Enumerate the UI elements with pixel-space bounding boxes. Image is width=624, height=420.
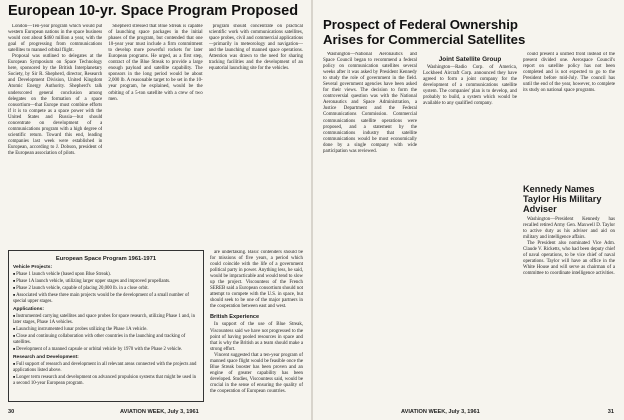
left-footer-issue: AVIATION WEEK, July 3, 1961 — [120, 409, 199, 415]
taylor-panel-body-2: The President also nominated Vice Adm. Claude V. Ricketts, who had been deputy chief of naval operations, to be vice chief of naval operations. Taylor will have an office in the White House and will serve as chairman of a committee to coordinate intelligence activities. — [523, 241, 615, 277]
taylor-panel — [523, 184, 615, 402]
left-col4b-text: In support of the use of Blue Streak, Viscountess said we have not progressed to the point of having pooled resources in space and that is why the British as a team should make a strong effort. — [210, 322, 303, 352]
left-column-1 — [8, 24, 102, 252]
box-applications-label: Applications: — [13, 307, 44, 312]
left-column-2 — [108, 24, 202, 252]
box-research-list — [13, 361, 199, 387]
box-applications-list — [13, 313, 199, 353]
right-page-number: 31 — [607, 409, 614, 415]
left-top-columns — [8, 24, 303, 252]
program-summary-box — [8, 250, 204, 402]
left-col4-subhead: British Experience — [210, 314, 260, 321]
box-research-item: ■ Full support of research and development in all relevant areas connected with the projects and applications listed above. — [13, 361, 199, 374]
box-research-label: Research and Development: — [13, 355, 79, 360]
left-page-number: 30 — [8, 409, 15, 415]
right-column-3 — [423, 52, 517, 402]
right-footer-issue: AVIATION WEEK, July 3, 1961 — [401, 409, 480, 415]
right-column-2 — [523, 52, 615, 180]
left-page — [0, 0, 311, 420]
box-application-item: ■ Close and continuing collaboration with other countries in the launching and tracking of satellites. — [13, 333, 199, 346]
taylor-panel-title: Kennedy Names Taylor His Military Adviser — [523, 184, 602, 214]
left-col3-text: program should concentrate on practical scientific work with communications satellites, space probes, civil and commercial applications—primarily in meteorology and navigation—and the launching of manned space operations. Attention was drawn to the need for sharing tracking facilities and the development of an equatorial launching site for the vehicles. — [208, 24, 303, 72]
left-col1-lead: London—Ten-year program which would put western European nations in the space business would cost about $460 million a year, with the goal of progressing from communications satellites to manned orbital flight. — [8, 24, 103, 54]
left-column-4 — [210, 250, 303, 402]
right-headline-line2: Arises for Commercial Satellites — [323, 32, 526, 47]
left-column-3 — [209, 24, 303, 252]
taylor-panel-body: Washington—President Kennedy has recalled retired Army Gen. Maxwell D. Taylor to active duty as his adviser and aid on military and intelligence affairs. — [523, 217, 615, 241]
box-vehicle-item: ■ Phase 1A launch vehicle, utilizing larger upper stages and improved propellants. — [13, 278, 199, 285]
left-headline: European 10-yr. Space Program Proposed — [8, 3, 299, 19]
left-col2-text: Shepherd stressed that Blue Streak is capable of launching space packages in the initial phases of the program, but contended that one 10-year year must include a firm commitment to develop more powerful rockets for later European programs. He urged, as a first step, contract of the Blue Streak to provide a large enough payload and satellite capability. The sponsors in the long period would be about 2,000 lb. A reasonable target to be set in the 10-year program, he explained, would be the orbiting of a 5-ton satellite with a crew of two men. — [108, 24, 203, 102]
right-col1-text: Washington—National Aeronautics and Space Council began to recommend a federal policy on communication satellites several weeks after it was asked by President Kennedy to study the role of government in the field. Several government agencies have been asked for their views. The decision to form the controversial question was with the National Aeronautics and Space Administration, a Justice Department and the Federal Communications Commission. Commercial communications satellite operations were proposed, and a statement by the communications industry that satellite communications would be most economically done by a single company with wide participation was reviewed. — [323, 52, 417, 154]
box-title: European Space Program 1961-1971 — [55, 256, 157, 262]
box-application-item: ■ Instrumented carrying satellites and space probes for space research, utilizing Phase 1 and, in later stages, Phase 1A vehicles. — [13, 313, 199, 326]
box-vehicle-item: ■ Phase 1 launch vehicle (based upon Blue Streak). — [13, 271, 199, 278]
right-col3-text: Washington—Radio Corp. of America, Lockheed Aircraft Corp. announced they have agreed to form a joint company for the development of a communications satellite system. The companies' plan is to develop, and probably to build, a system which would be available to any qualified company. — [423, 65, 517, 107]
box-application-item: ■ Development of a manned capsule or orbital vehicle by 1970 with the Phase 2 vehicle. — [13, 346, 199, 353]
left-col1-text: Proposal was outlined to delegates at the European Symposium on Space Technology here, sponsored by the British Interplanetary Society, by Sir R. Shepherd, director, Research and Development Division, United Kingdom Atomic Energy Authority. Shepherd's talk underscored general conclusion among delegates on the formation of a space consortium—that Europe must combine efforts if it is to compete as a space power with the United States and Russia—but should concentrate on development of a communications program with a high degree of scientific return. Toward this end, leading companies last week were established in European, according to J. Dobson, president of the European association of pilots. — [8, 54, 103, 156]
left-col5-text: Vincent suggested that a ten-year program of manned space flight would be feasible once the Blue Streak booster has been proven and an engine of greater capability has been developed. Studies, Viscountess said, would be crucial in the sense of ensuring the quality of the cooperation of European countries. — [210, 352, 303, 394]
box-vehicles-label: Vehicle Projects: — [13, 265, 53, 270]
right-column-1 — [323, 52, 417, 402]
left-col4-text: are undertaking. Basic contenders should be for missions of five years, a period which could coincide with the life of a government political party in power. Anything less, he said, would be impracticable and would tend to slow up the project. Viscountess of the French SEREB said a European consortium should not attempt to compete with the U.S. in space, but should seek to be one of the major partners in the cooperation between east and west. — [210, 250, 303, 310]
box-research-item: ■ Longer term research and development on advanced propulsion systems that might be used in a second 10-year European program. — [13, 374, 199, 387]
box-vehicle-item: ■ Associated with these three main projects would be the development of a small number of special upper stages. — [13, 292, 199, 305]
right-headline-line1: Prospect of Federal Ownership — [323, 17, 518, 32]
right-col2-text: could present a unified front instead of the present divided one. Aerospace Council's report on satellite policy has not been completed and is not expected to go to the President before mid-July. The council has until the end of the year, however, to complete its study on national space programs. — [523, 52, 615, 94]
box-vehicles-list — [13, 271, 199, 305]
right-col3-subhead: Joint Satellite Group — [438, 56, 502, 63]
right-page — [313, 0, 624, 420]
box-application-item: ■ Launching instrumented lunar probes utilizing the Phase 1A vehicle. — [13, 326, 199, 333]
box-vehicle-item: ■ Phase 2 launch vehicle, capable of placing 20,000 lb. in a close orbit. — [13, 285, 199, 292]
